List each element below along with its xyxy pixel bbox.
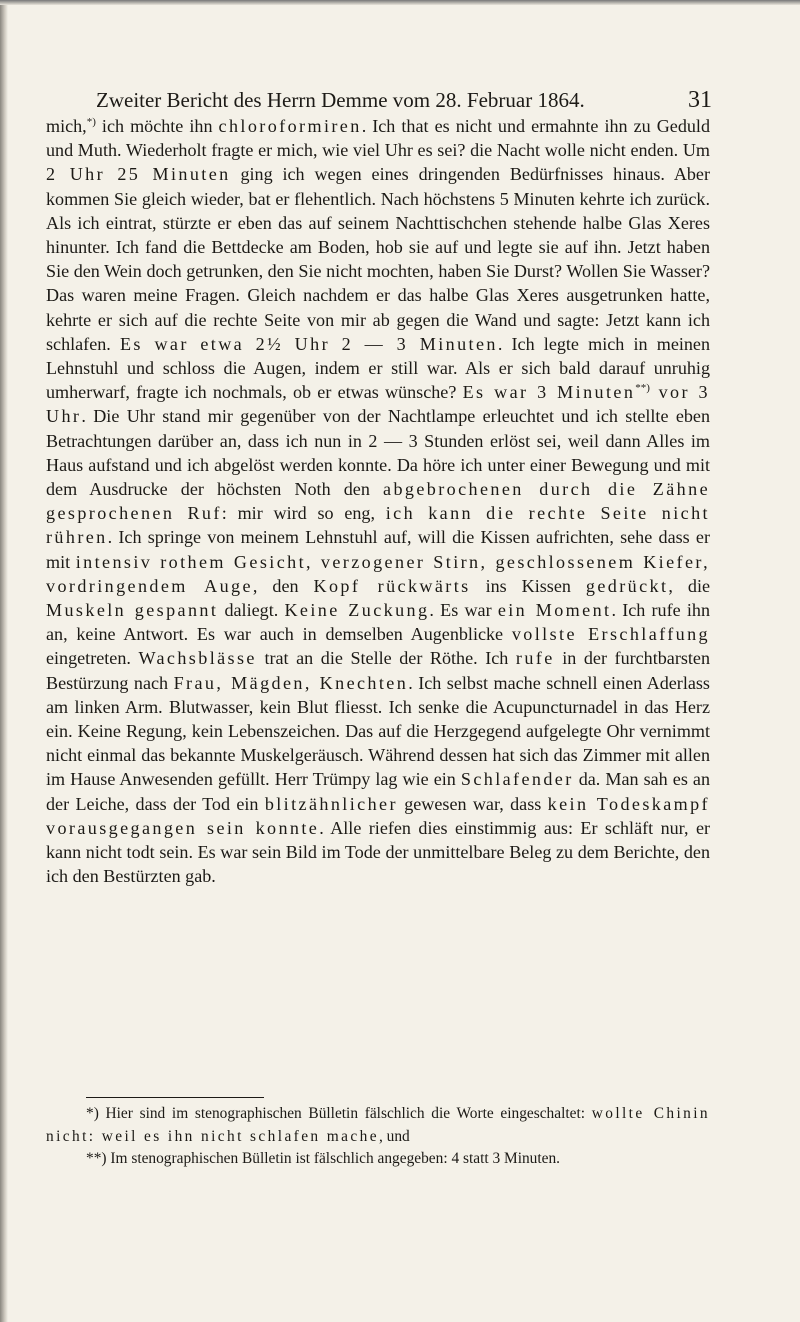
footnote-emphasis: wollte Chinin nicht: weil es ihn nicht schlafen mache xyxy=(46,1105,710,1145)
footnote-divider xyxy=(86,1097,264,1098)
emphasis-run: 2 Uhr 25 Minuten xyxy=(46,164,231,185)
emphasis-run: ein Moment xyxy=(497,600,612,621)
text-run: . Die Uhr stand mir gegenüber von der Nachtlampe erleuchtet und ich stellte eben Betrachtungen darüber an, dass ich nun in 2 — 3 Stunden erlöst sei, weil dann Alles im Haus aufstand und ich abgelöst werden konnte. Da höre ich unter einer Bewegung und mit dem Ausdrucke der höchsten Noth den xyxy=(46,406,710,500)
emphasis-run: Kopf rückwärts xyxy=(313,575,471,596)
footnote-ref-2: **) xyxy=(635,382,650,395)
emphasis-run: Schlafender xyxy=(460,769,574,790)
text-run: da. Man sah es an der Leiche, dass der Tod ein xyxy=(46,769,710,814)
page-left-edge xyxy=(0,0,8,1322)
emphasis-run: Es war 3 Minuten xyxy=(462,382,636,403)
emphasis-run: intensiv rothem Gesicht, verzogener Stirn, geschlossenem Kiefer, vordringendem Auge xyxy=(46,551,710,596)
emphasis-run: abgebrochenen durch die Zähne gesprochenen Ruf xyxy=(46,479,710,524)
page-number: 31 xyxy=(688,87,712,113)
text-run: . Alle riefen dies einstimmig aus: Er schläft nur, er kann nicht todt sein. Es war sein Bild im Tode der unmittelbare Beleg zu dem Berichte, den ich den Bestürzten gab. xyxy=(46,817,710,887)
emphasis-run: vollste Erschlaffung xyxy=(511,624,710,645)
emphasis-run: kein Todeskampf vorausgegangen sein konnte xyxy=(46,793,710,838)
footnote-text: Im stenographischen Bülletin ist fälschlich angegeben: 4 statt 3 Minuten. xyxy=(106,1150,561,1167)
emphasis-run: Wachsblässe xyxy=(138,648,257,669)
text-run: . Es war xyxy=(429,600,498,621)
footnotes xyxy=(46,1103,710,1171)
header-title: Zweiter Bericht des Herrn Demme vom 28. Februar 1864. xyxy=(96,88,585,112)
text-run: mich, xyxy=(46,116,87,136)
emphasis-run: rufe xyxy=(515,648,555,669)
footnote-mark: **) xyxy=(86,1150,107,1167)
emphasis-run: ich kann die rechte Seite nicht rühren xyxy=(46,503,710,548)
footnote-mark: *) xyxy=(86,1105,99,1122)
text-run: gewesen war, dass xyxy=(397,793,548,814)
text-run: . Ich that es nicht und ermahnte ihn zu Geduld und Muth. Wiederholt fragte er mich, wie viel Uhr es sei? die Nacht wolle nicht enden. Um xyxy=(46,116,711,161)
text-run: . Ich rufe ihn an, keine Antwort. Es war auch in demselben Augenblicke xyxy=(46,600,710,645)
emphasis-run: blitzähnlicher xyxy=(264,793,398,814)
text-run: : mir wird so eng, xyxy=(221,503,386,524)
emphasis-run: Frau, Mägden, Knechten xyxy=(173,672,409,693)
emphasis-run: gedrückt xyxy=(585,575,669,596)
emphasis-run: chloroformiren xyxy=(218,116,362,136)
footnote-ref-1: *) xyxy=(86,115,96,128)
text-run: ins Kissen xyxy=(470,575,586,596)
footnote-text: Hier sind im stenographischen Bülletin fälschlich die Worte eingeschaltet: xyxy=(98,1105,592,1122)
text-run: in der furchtbarsten Bestürzung nach xyxy=(46,648,711,693)
body-paragraph xyxy=(46,114,710,889)
page-top-edge xyxy=(0,0,800,5)
text-run: . Ich springe von meinem Lehnstuhl auf, will die Kissen aufrichten, sehe dass er mit xyxy=(46,527,710,572)
footnote-text: , und xyxy=(378,1127,410,1145)
text-run: , den xyxy=(252,575,314,596)
text-run: ich möchte ihn xyxy=(95,116,219,136)
text-run: . Ich legte mich in meinen Lehnstuhl und schloss die Augen, indem er still war. Als er sich bald darauf unruhig umherwarf, fragte ich nochmals, ob er etwas wünsche? xyxy=(46,333,711,403)
emphasis-run: Muskeln gespannt xyxy=(46,600,219,621)
text-run: daliegt. xyxy=(218,600,285,621)
text-run: ging ich wegen eines dringenden Bedürfnisses hinaus. Aber kommen Sie gleich wieder, bat er flehentlich. Nach höchstens 5 Minuten kehrte ich zurück. Als ich eintrat, stürzte er eben das auf seinem Nachttischchen stehende halbe Glas Xeres hinunter. Ich fand die Bettdecke am Boden, hob sie auf und legte sie auf ihn. Jetzt haben Sie den Wein doch getrunken, den Sie nicht mochten, haben Sie Durst? Wollen Sie Wasser? Das waren meine Fragen. Gleich nachdem er das halbe Glas Xeres ausgetrunken hatte, kehrte er sich auf die rechte Seite von mir ab gegen die Wand und sagte: Jetzt kann ich schlafen. xyxy=(46,164,710,354)
text-run: trat an die Stelle der Röthe. Ich xyxy=(256,648,516,669)
emphasis-run: Keine Zuckung xyxy=(284,600,430,621)
footnote-1 xyxy=(46,1103,710,1148)
emphasis-run: Es war etwa 2½ Uhr 2 — 3 Minuten xyxy=(119,333,498,354)
emphasis-run: vor 3 Uhr xyxy=(46,382,710,427)
text-run: , die xyxy=(668,575,711,596)
footnote-2 xyxy=(46,1148,710,1171)
text-run: eingetreten. xyxy=(46,648,139,669)
text-run: . Ich selbst mache schnell einen Aderlass am linken Arm. Blutwasser, kein Blut fliesst. Ich senke die Acupuncturnadel in das Herz ein. Keine Regung, kein Lebenszeichen. Das auf die Herzgegend aufgelegte Ohr vernimmt nicht einmal das bekannte Muskelgeräusch. Während dessen hat sich das Zimmer mit allen im Hause Anwesenden gefüllt. Herr Trümpy lag wie ein xyxy=(46,672,710,790)
